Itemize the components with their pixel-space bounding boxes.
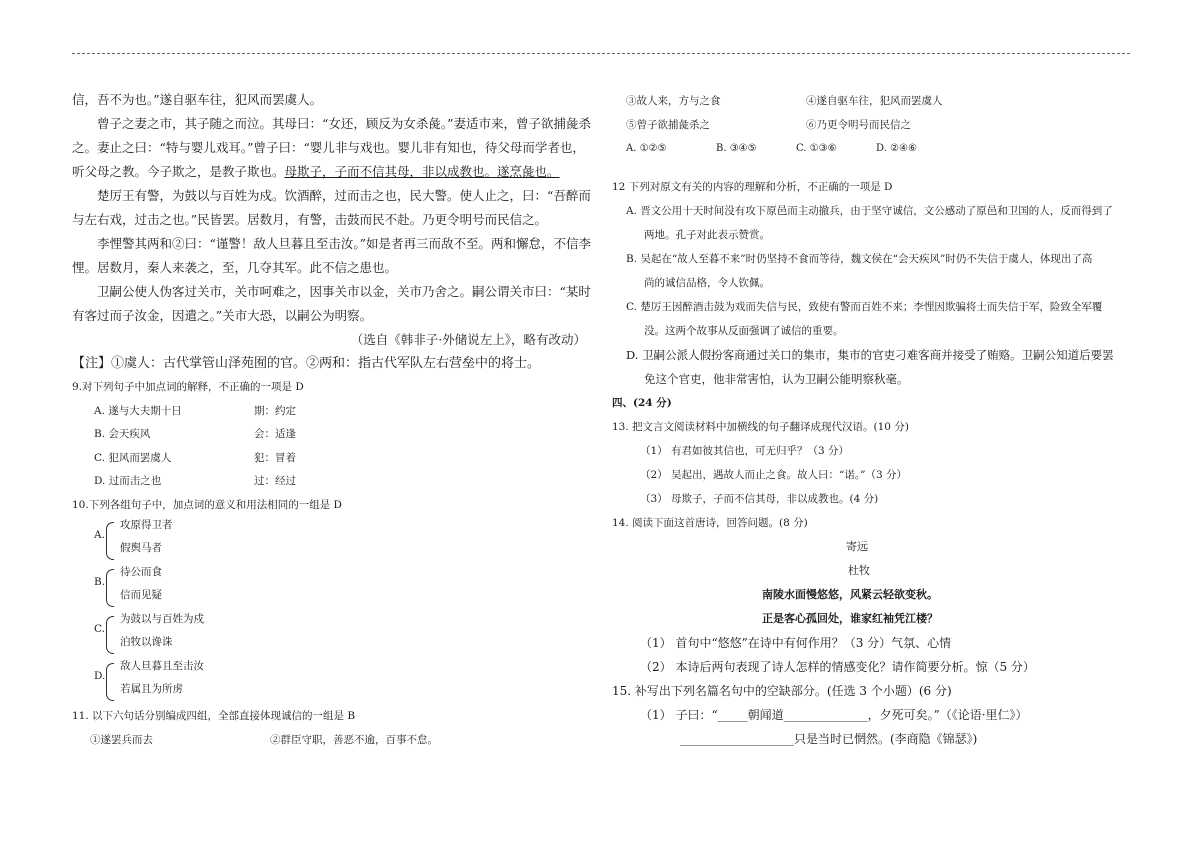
brace-icon: [106, 522, 114, 560]
q10-group: A. 攻原得卫者 假舆马者: [72, 517, 594, 564]
question-13: 13. 把文言文阅读材料中加横线的句子翻译成现代汉语。(10 分): [612, 420, 909, 433]
q11-row: ⑤曾子欲捕彘杀之 ⑥乃更令明号而民信之: [626, 118, 911, 131]
header-divider: [72, 53, 1130, 54]
poem-line: 正是客心孤回处，谁家红袖凭江楼？: [762, 611, 938, 625]
question-11: 11. 以下六句话分别编成四组，全部直接体现诚信的一组是 B: [72, 710, 356, 722]
q9-option: D. 过而击之也 过：经过: [94, 475, 296, 487]
q10-group: D. 敌人旦暮且至击汝 若属且为所虏: [72, 658, 594, 705]
q11-choices: A. ①②⑤ B. ③④⑤ C. ①③⑥ D. ②④⑥: [626, 143, 917, 154]
passage-para: 信，吾不为也。”遂自驱车往，犯风而罢虞人。: [72, 92, 323, 107]
passage-para: 曾子之妻之市，其子随之而泣。其母曰：“女还，顾反为女杀彘。”妻适市来，曾子欲捕彘杀: [97, 116, 592, 131]
source-citation: （选自《韩非子·外储说左上》，略有改动）: [350, 332, 586, 347]
question-9: 9.对下列句子中加点词的解释，不正确的一项是 D: [72, 381, 304, 393]
question-12: 12 下列对原文有关的内容的理解和分析，不正确的一项是 D: [612, 180, 893, 193]
q14-item: （2） 本诗后两句表现了诗人怎样的情感变化？请作简要分析。惊（5 分）: [640, 659, 1035, 674]
brace-icon: [106, 663, 114, 701]
q10-group: B. 待公而食 信而见疑: [72, 564, 594, 611]
q11-row: ③故人来，方与之食 ④遂自驱车往，犯风而罢虞人: [626, 95, 943, 107]
q15-item: （1） 子曰：“_____朝闻道______________，夕死可矣。”（《论语·里仁》）: [640, 707, 1028, 722]
left-column: [72, 88, 594, 752]
q9-option: B. 会天疾风 会：适逢: [94, 428, 296, 440]
q12-option-a: A. 晋文公用十天时间没有攻下原邑而主动撤兵，由于坚守诚信，文公感动了原邑和卫国的人，反而得到了: [626, 204, 1113, 217]
underlined-sentence: 母欺子，子而不信其母，非以成教也。: [284, 164, 498, 179]
brace-icon: [106, 569, 114, 607]
q11-row: ①遂罢兵而去 ②群臣守职，善恶不逾，百事不怠。: [90, 733, 438, 746]
passage-line: 与左右戏，过击之也。”民皆罢。居数月，有警，击鼓而民不赴。乃更令明号而民信之。: [72, 212, 548, 227]
question-14: 14. 阅读下面这首唐诗，回答问题。(8 分): [612, 516, 808, 529]
passage-line: 悝。居数月，秦人来袭之，至，几夺其军。此不信之患也。: [72, 260, 398, 275]
q9-option: C. 犯风而罢虞人 犯：冒着: [94, 451, 296, 464]
q12-option-b: B. 吴起在“故人至暮不来”时仍坚持不食而等待，魏文侯在“会天疾风”时仍不失信于虞人，体现出了高: [626, 252, 1093, 265]
section-heading: 四、(24 分): [612, 396, 672, 409]
q9-option: A. 遂与大夫期十日 期：约定: [94, 404, 296, 417]
poem-title: 寄远: [846, 539, 868, 553]
question-10: 10.下列各组句子中，加点词的意义和用法相同的一组是 D: [72, 498, 342, 511]
passage-line: 听父母之教。今子欺之，是教子欺也。母欺子，子而不信其母，非以成教也。遂烹彘也。: [72, 164, 560, 179]
right-column: ③故人来，方与之食 ④遂自驱车往，犯风而罢虞人 ⑤曾子欲捕彘杀之 ⑥乃更令明号而民信之 A. ①②⑤ B. ③④⑤ C. ①③⑥ D. ②④⑥ 12 下列对原文有关的内容的理解和分析，不正确的一项是 D A. 晋文公用十天时间没有攻下原邑而主动撤兵，由于坚守诚信，文公感动了原邑和卫国的人，反而得到了 两地。孔子对此表示赞赏。 B. 吴起在“故人至暮不来”时仍坚持不食而等待，魏文侯在“会天疾风”时仍不失信于虞人，体现出了高 尚的诚信品格，令人钦佩。 C. 楚厉王因醉酒击鼓为戏而失信与民，致使有警而百姓不来；李悝因欺骗将士而失信于军，险致全军覆 没。这两个故事从反面强调了诚信的重要。 D. 卫嗣公派人假扮客商通过关口的集市，集市的官吏刁难客商并接受了贿赂。卫嗣公知道后要罢 免这个官吏，他非常害怕，认为卫嗣公能明察秋毫。 四、(24 分) 13. 把文言文阅读材料中加横线的句子翻译成现代汉语。(10 分) （1） 有君如彼其信也，可无归乎？（3 分） （2） 吴起出，遇故人而止之食。故人曰：“诺。”（3 分） （3） 母欺子，子而不信其母，非以成教也。(4 分) 14. 阅读下面这首唐诗，回答问题。(8 分) 寄远 杜牧 南陵水面慢悠悠，风紧云轻欲变秋。 正是客心孤回处，谁家红袖凭江楼？ （1） 首句中“悠悠”在诗中有何作用？（3 分）气氛、心情 （2） 本诗后两句表现了诗人怎样的情感变化？请作简要分析。惊（5 分） 15. 补写出下列名篇名句中的空缺部分。(任选 3 个小题）(6 分) （1） 子曰：“_____朝闻道______________，夕死可矣。”（《论语·里仁》） ___________________只是当时已惘然。(李商隐《锦瑟》): [626, 90, 1131, 751]
q14-item: （1） 首句中“悠悠”在诗中有何作用？（3 分）气氛、心情: [640, 635, 952, 650]
q12-option-c: C. 楚厉王因醉酒击鼓为戏而失信与民，致使有警而百姓不来；李悝因欺骗将士而失信于军，险致全军覆: [626, 300, 1103, 313]
passage-line: 之。妻止之曰：“特与婴儿戏耳。”曾子曰：“婴儿非与戏也。婴儿非有知也，待父母而学者也，: [72, 140, 585, 155]
annotation-note: 【注】①虞人：古代掌管山泽苑囿的官。②两和：指古代军队左右营垒中的将士。: [72, 356, 541, 371]
passage-para: 李悝警其两和②曰：“谨警！敌人旦暮且至击汝。”如是者再三而敌不至。两和懈怠，不信李: [97, 236, 592, 251]
poem-line: 南陵水面慢悠悠，风紧云轻欲变秋。: [762, 587, 938, 601]
q13-item: （1） 有君如彼其信也，可无归乎？（3 分）: [640, 444, 850, 457]
passage-line: 有客过而子汝金，因遣之。”关市大恐，以嗣公为明察。: [72, 308, 373, 323]
q15-item: ___________________只是当时已惘然。(李商隐《锦瑟》): [680, 731, 978, 746]
poem-author: 杜牧: [848, 563, 870, 577]
question-15: 15. 补写出下列名篇名句中的空缺部分。(任选 3 个小题）(6 分): [612, 683, 952, 698]
passage-para: 卫嗣公使人伪客过关市，关市呵难之，因事关市以金，关市乃舍之。嗣公谓关市曰：“某时: [97, 284, 591, 299]
q13-item: （2） 吴起出，遇故人而止之食。故人曰：“诺。”（3 分）: [640, 468, 908, 481]
q13-item: （3） 母欺子，子而不信其母，非以成教也。(4 分): [640, 492, 879, 505]
q12-option-d: D. 卫嗣公派人假扮客商通过关口的集市，集市的官吏刁难客商并接受了贿赂。卫嗣公知道后要罢: [626, 347, 1114, 362]
q10-group: C. 为鼓以与百姓为戍 泊牧以谗诛: [72, 611, 594, 658]
brace-icon: [106, 616, 114, 654]
passage-para: 楚厉王有警，为鼓以与百姓为戍。饮酒醉，过而击之也，民大警。使人止之，曰：“吾醉而: [97, 188, 591, 203]
